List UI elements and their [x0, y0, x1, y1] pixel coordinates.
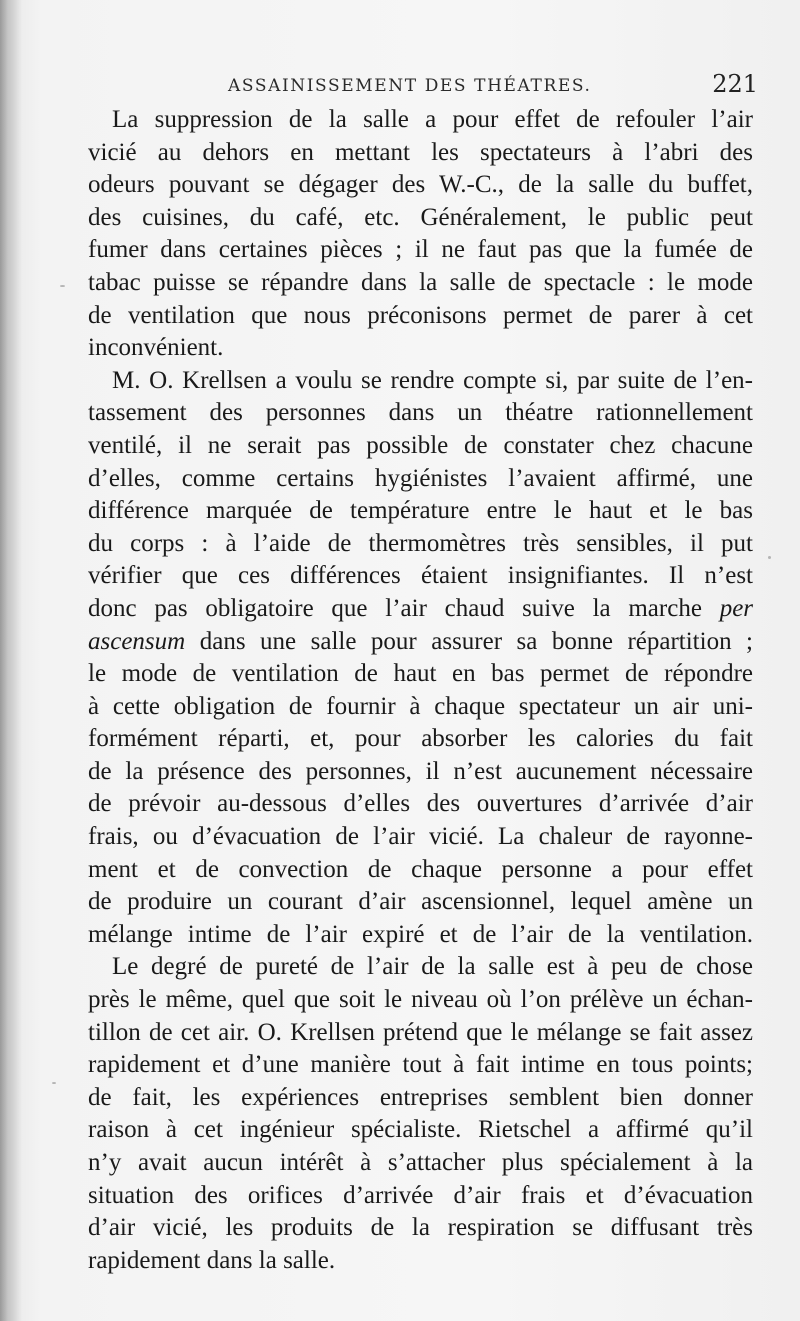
text-line: mélange intime de l’air expiré et de l’air de la ventilation. — [88, 920, 753, 948]
text-line: tillon de cet air. O. Krellsen prétend que le mélange se fait assez — [88, 1018, 753, 1046]
text-line-with-italic — [88, 593, 753, 626]
text-line: ventilé, il ne serait pas possible de constater chez chacune — [88, 431, 753, 459]
text-line: rapidement et d’une manière tout à fait intime en tous points; — [88, 1051, 753, 1079]
text-line: fumer dans certaines pièces ; il ne faut pas que la fumée de — [88, 236, 753, 264]
page-number: 221 — [712, 70, 758, 98]
text-line: ment et de convection de chaque personne a pour effet — [88, 855, 753, 883]
text-line: à cette obligation de fournir à chaque spectateur un air uni- — [88, 692, 753, 720]
text-line: de ventilation que nous préconisons permet de parer à cet — [88, 301, 753, 329]
running-title: ASSAINISSEMENT DES THÉATRES. — [228, 76, 592, 96]
italic-word: ascensum — [88, 627, 186, 655]
text-line: tabac puisse se répandre dans la salle de spectacle : le mode — [88, 268, 753, 296]
text-line: du corps : à l’aide de thermomètres très sensibles, il put — [88, 529, 753, 557]
text-line: de produire un courant d’air ascensionnel, lequel amène un — [88, 888, 753, 916]
scan-speck — [52, 1082, 56, 1084]
paragraph-1 — [88, 104, 753, 365]
text-line: situation des orifices d’arrivée d’air frais et d’évacuation — [88, 1181, 753, 1209]
text-line: vicié au dehors en mettant les spectateurs à l’abri des — [88, 138, 753, 166]
text-line: M. O. Krellsen a voulu se rendre compte si, par suite de l’en- — [112, 366, 753, 394]
text-line: frais, ou d’évacuation de l’air vicié. La chaleur de rayonne- — [88, 823, 753, 851]
text-line: rapidement dans la salle. — [88, 1246, 336, 1274]
text-segment: donc pas obligatoire que l’air chaud suive la marche — [88, 594, 702, 622]
text-line: de fait, les expériences entreprises semblent bien donner — [88, 1083, 753, 1111]
scan-speck — [60, 285, 65, 287]
text-line: d’air vicié, les produits de la respiration se diffusant très — [88, 1214, 753, 1242]
italic-word: per — [719, 594, 754, 622]
page-gutter-shadow — [0, 0, 22, 1321]
running-header — [228, 70, 758, 100]
text-line: près le même, quel que soit le niveau où l’on prélève un échan- — [88, 986, 753, 1014]
text-line: raison à cet ingénieur spécialiste. Rietschel a affirmé qu’il — [88, 1116, 753, 1144]
text-line: des cuisines, du café, etc. Généralement, le public peut — [88, 203, 753, 231]
text-line: le mode de ventilation de haut en bas permet de répondre — [88, 660, 753, 688]
body-text — [88, 104, 753, 1277]
text-line: tassement des personnes dans un théatre rationnellement — [88, 399, 753, 427]
text-line: Le degré de pureté de l’air de la salle est à peu de chose — [112, 953, 753, 981]
text-line: La suppression de la salle a pour effet de refouler l’air — [112, 106, 753, 133]
text-line: d’elles, comme certains hygiénistes l’avaient affirmé, une — [88, 464, 753, 492]
paragraph-3 — [88, 951, 753, 1277]
text-line: de prévoir au-dessous d’elles des ouvertures d’arrivée d’air — [88, 790, 753, 818]
scan-speck — [768, 556, 771, 559]
text-line: n’y avait aucun intérêt à s’attacher plus spécialement à la — [88, 1149, 753, 1176]
text-line: différence marquée de température entre le haut et le bas — [88, 497, 753, 525]
text-line: vérifier que ces différences étaient insignifiantes. Il n’est — [88, 562, 753, 590]
paragraph-2 — [88, 365, 753, 952]
text-line: inconvénient. — [88, 334, 224, 362]
text-line-with-italic — [88, 626, 753, 659]
text-line: de la présence des personnes, il n’est aucunement nécessaire — [88, 757, 753, 785]
text-segment: dans une salle pour assurer sa bonne répartition ; — [199, 627, 754, 655]
text-line: formément réparti, et, pour absorber les calories du fait — [88, 725, 753, 753]
text-line: odeurs pouvant se dégager des W.-C., de la salle du buffet, — [88, 171, 753, 199]
